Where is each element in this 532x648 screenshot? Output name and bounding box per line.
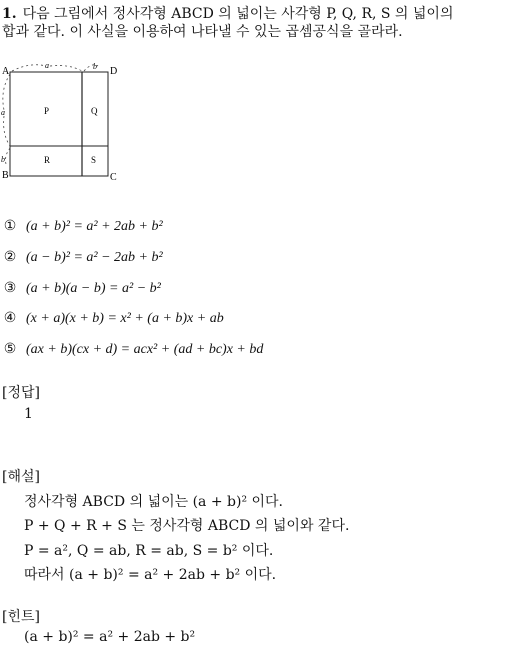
square-figure xyxy=(0,60,130,184)
side-label-a-top: a xyxy=(45,61,49,70)
option-5[interactable] xyxy=(2,341,263,358)
option-3[interactable] xyxy=(2,280,161,297)
question-line-2 xyxy=(2,22,403,42)
question-number: 1. xyxy=(2,6,17,22)
region-p: P xyxy=(44,106,50,116)
option-2[interactable] xyxy=(2,249,163,266)
option-5-marker: ⑤ xyxy=(3,341,17,357)
option-1-marker: ① xyxy=(3,218,17,234)
option-4[interactable] xyxy=(2,310,224,327)
hint-value: (a + b)² = a² + 2ab + b² xyxy=(24,629,196,645)
corner-a: A xyxy=(2,66,10,77)
option-2-marker: ② xyxy=(3,249,17,265)
question-text-1: 다음 그림에서 정사각형 ABCD 의 넓이는 사각형 P, Q, R, S 의 넓이의 xyxy=(22,6,454,22)
region-r: R xyxy=(44,155,51,165)
question-line-1 xyxy=(2,4,453,24)
option-1[interactable] xyxy=(2,218,163,235)
explanation-line-3: P = a², Q = ab, R = ab, S = b² 이다. xyxy=(24,543,274,559)
region-q: Q xyxy=(91,106,98,116)
region-s: S xyxy=(91,155,97,165)
explanation-label: [해설] xyxy=(2,469,40,485)
explanation-line-1: 정사각형 ABCD 의 넓이는 (a + b)² 이다. xyxy=(24,494,284,510)
corner-c: C xyxy=(110,172,117,183)
corner-b: B xyxy=(2,170,9,181)
side-label-b-left: b xyxy=(1,155,5,164)
option-5-expr: (ax + b)(cx + d) = acx² + (ad + bc)x + bd xyxy=(26,342,264,357)
answer-label: [정답] xyxy=(2,385,40,401)
side-label-b-top: b xyxy=(93,62,97,71)
option-3-expr: (a + b)(a − b) = a² − b² xyxy=(26,281,161,296)
option-1-expr: (a + b)² = a² + 2ab + b² xyxy=(26,219,163,234)
brace-top-a2 xyxy=(50,66,82,71)
brace-left-a2 xyxy=(4,116,10,146)
explanation-line-4: 따라서 (a + b)² = a² + 2ab + b² 이다. xyxy=(24,567,277,583)
answer-value: 1 xyxy=(24,406,33,422)
brace-top-a xyxy=(12,65,46,71)
option-3-marker: ③ xyxy=(3,280,17,296)
option-2-expr: (a − b)² = a² − 2ab + b² xyxy=(26,250,163,265)
question-text-2: 합과 같다. 이 사실을 이용하여 나타낼 수 있는 곱셈공식을 골라라. xyxy=(2,24,403,40)
side-label-a-left: a xyxy=(1,108,5,117)
brace-left-a xyxy=(3,74,10,110)
hint-label: [힌트] xyxy=(2,609,40,625)
option-4-marker: ④ xyxy=(3,310,17,326)
explanation-line-2: P + Q + R + S 는 정사각형 ABCD 의 넓이와 같다. xyxy=(24,518,350,534)
corner-d: D xyxy=(110,66,118,77)
brace-left-b xyxy=(6,148,11,164)
option-4-expr: (x + a)(x + b) = x² + (a + b)x + ab xyxy=(26,311,224,326)
